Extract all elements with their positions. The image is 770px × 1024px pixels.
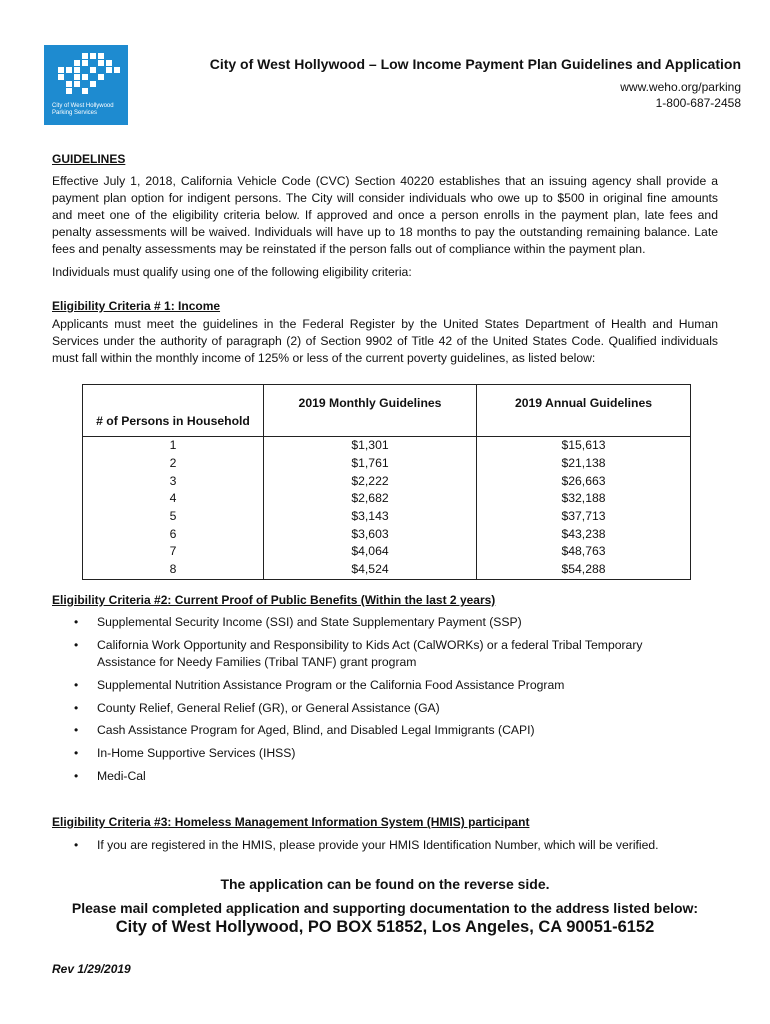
bullet-icon: • <box>74 838 79 852</box>
table-row <box>83 437 691 455</box>
persons-cell: 4 <box>83 490 264 508</box>
annual-cell: $32,188 <box>477 490 691 508</box>
annual-cell: $54,288 <box>477 561 691 579</box>
monthly-cell: $2,222 <box>264 472 477 490</box>
table-row <box>83 525 691 543</box>
document-title: City of West Hollywood – Low Income Payment Plan Guidelines and Application <box>209 56 741 72</box>
criteria1-text: Applicants must meet the guidelines in the Federal Register by the United States Department of Health and Human Services under the authority of paragraph (2) of Section 9902 of Title 42 of the United States Code. Qualified individuals must fall within the monthly income of 125% or less of the current poverty guidelines, as listed below: <box>52 317 718 365</box>
annual-cell: $37,713 <box>477 508 691 526</box>
bullet-icon: • <box>74 638 79 652</box>
website-link[interactable]: www.weho.org/parking <box>620 80 741 94</box>
annual-cell: $48,763 <box>477 543 691 561</box>
list-item <box>52 722 702 739</box>
bullet-icon: • <box>74 615 79 629</box>
monthly-cell: $3,603 <box>264 525 477 543</box>
persons-cell: 6 <box>83 525 264 543</box>
list-item <box>52 677 702 694</box>
persons-cell: 8 <box>83 561 264 579</box>
table-row <box>83 490 691 508</box>
monthly-cell: $1,761 <box>264 455 477 473</box>
guidelines-paragraph: Effective July 1, 2018, California Vehicle Code (CVC) Section 40220 establishes that an issuing agency shall provide a payment plan option for indigent persons. The City will consider individuals who owe up to $500 in original fine amounts and meet one of the eligibility criteria below. If approved and once a person enrolls in the payment plan, late fees and penalty assessments will be waived. Individuals will have up to 18 months to pay the outstanding remaining balance. Late fees and penalty assessments may be reinstated if the person falls out of compliance within the payment plan. <box>52 174 718 256</box>
bullet-icon: • <box>74 701 79 715</box>
list-item-text: California Work Opportunity and Responsibility to Kids Act (CalWORKs) or a federal Tribal Temporary Assistance for Needy Families (Tribal TANF) grant program <box>97 638 643 669</box>
list-item-text: Supplemental Security Income (SSI) and State Supplementary Payment (SSP) <box>97 615 522 629</box>
list-item-text: Supplemental Nutrition Assistance Program or the California Food Assistance Program <box>97 678 565 692</box>
bullet-icon: • <box>74 769 79 783</box>
header-annual: 2019 Annual Guidelines <box>477 385 691 437</box>
bullet-icon: • <box>74 723 79 737</box>
list-item <box>52 837 702 854</box>
bullet-icon: • <box>74 678 79 692</box>
header-monthly: 2019 Monthly Guidelines <box>264 385 477 437</box>
mailing-address: City of West Hollywood, PO BOX 51852, Los Angeles, CA 90051-6152 <box>115 918 655 936</box>
list-item-text: County Relief, General Relief (GR), or General Assistance (GA) <box>97 701 440 715</box>
annual-cell: $21,138 <box>477 455 691 473</box>
city-logo <box>44 45 128 125</box>
logo-text-line2: Parking Services <box>52 110 98 116</box>
persons-cell: 5 <box>83 508 264 526</box>
table-row <box>83 472 691 490</box>
table-row <box>83 543 691 561</box>
logo-text-line1: City of West Hollywood <box>52 103 114 109</box>
revision-date: Rev 1/29/2019 <box>52 962 131 976</box>
poverty-guidelines-table <box>82 384 691 580</box>
header-persons: # of Persons in Household <box>83 385 264 437</box>
table-row <box>83 561 691 579</box>
persons-cell: 3 <box>83 472 264 490</box>
list-item <box>52 637 702 671</box>
criteria2-heading: Eligibility Criteria #2: Current Proof of Public Benefits (Within the last 2 years) <box>52 593 496 607</box>
list-item-text: Cash Assistance Program for Aged, Blind, and Disabled Legal Immigrants (CAPI) <box>97 723 535 737</box>
monthly-cell: $3,143 <box>264 508 477 526</box>
mail-instruction: Please mail completed application and supporting documentation to the address listed below: <box>71 900 699 916</box>
table-row <box>83 508 691 526</box>
criteria3-heading: Eligibility Criteria #3: Homeless Management Information System (HMIS) participant <box>52 815 530 829</box>
bullet-icon: • <box>74 746 79 760</box>
monthly-cell: $4,524 <box>264 561 477 579</box>
annual-cell: $26,663 <box>477 472 691 490</box>
list-item <box>52 768 702 785</box>
annual-cell: $43,238 <box>477 525 691 543</box>
persons-cell: 7 <box>83 543 264 561</box>
list-item-text: If you are registered in the HMIS, please provide your HMIS Identification Number, which will be verified. <box>97 838 659 852</box>
criteria1-heading: Eligibility Criteria # 1: Income <box>52 299 221 313</box>
annual-cell: $15,613 <box>477 437 691 455</box>
table-row <box>83 455 691 473</box>
table-header-row <box>83 385 691 437</box>
monthly-cell: $4,064 <box>264 543 477 561</box>
monthly-cell: $1,301 <box>264 437 477 455</box>
list-item-text: In-Home Supportive Services (IHSS) <box>97 746 296 760</box>
logo-text <box>52 103 122 117</box>
reverse-side-note: The application can be found on the reverse side. <box>220 876 550 892</box>
list-item <box>52 700 702 717</box>
guidelines-heading: GUIDELINES <box>52 152 126 166</box>
phone-number: 1-800-687-2458 <box>655 96 741 110</box>
monthly-cell: $2,682 <box>264 490 477 508</box>
list-item <box>52 614 702 631</box>
persons-cell: 2 <box>83 455 264 473</box>
list-item <box>52 745 702 762</box>
persons-cell: 1 <box>83 437 264 455</box>
eligibility-intro: Individuals must qualify using one of the following eligibility criteria: <box>52 265 412 279</box>
list-item-text: Medi-Cal <box>97 769 146 783</box>
